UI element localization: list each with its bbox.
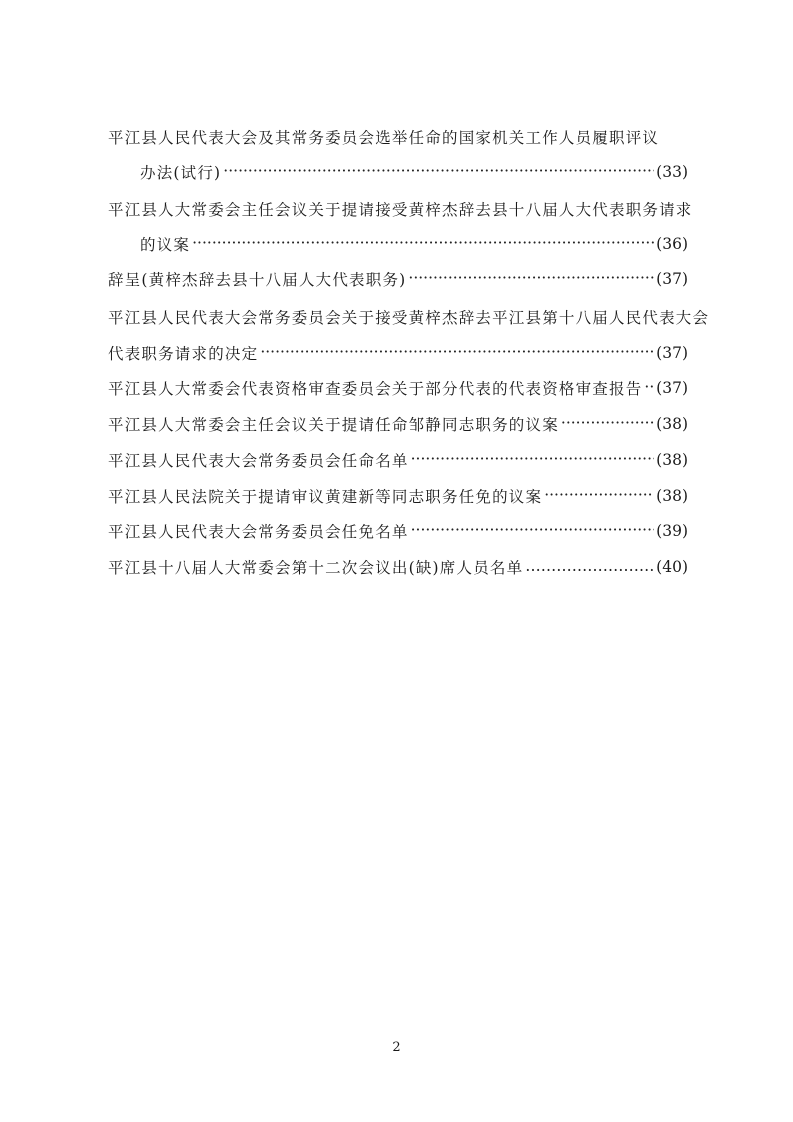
dot-leader [260, 343, 654, 361]
dot-leader [644, 378, 654, 396]
toc-entry-page: (37) [656, 270, 688, 288]
dot-leader [561, 414, 654, 432]
toc-entry-title: 平江县人民代表大会常务委员会任免名单 [108, 523, 409, 541]
toc-entry-title: 代表职务请求的决定 [108, 345, 259, 363]
toc-entry-title: 平江县人大常委会主任会议关于提请任命邹静同志职务的议案 [108, 416, 559, 434]
dot-leader [223, 162, 654, 180]
toc-entry [108, 447, 688, 473]
toc-entry [108, 196, 693, 222]
toc-entry [108, 340, 688, 366]
toc-entry-page: (40) [656, 558, 688, 576]
toc-entry-page: (39) [656, 522, 688, 540]
toc-entry [108, 411, 688, 437]
toc-entry [140, 159, 688, 185]
toc-entry-page: (37) [656, 379, 688, 397]
toc-entry-title: 平江县人民法院关于提请审议黄建新等同志职务任免的议案 [108, 488, 543, 506]
toc-entry-page: (38) [656, 415, 688, 433]
dot-leader [411, 521, 655, 539]
toc-entry-page: (36) [656, 235, 688, 253]
toc-entry-title: 平江县人大常委会代表资格审查委员会关于部分代表的代表资格审查报告 [108, 380, 643, 398]
toc-entry [108, 375, 688, 401]
dot-leader [544, 486, 654, 504]
page-number: 2 [392, 1040, 401, 1055]
toc-entry-title: 辞呈(黄梓杰辞去县十八届人大代表职务) [108, 271, 407, 289]
toc-entry [108, 304, 710, 330]
toc-entry-title: 办法(试行) [140, 164, 222, 182]
toc-entry-page: (37) [656, 344, 688, 362]
dot-leader [411, 450, 655, 468]
toc-entry [108, 124, 688, 150]
toc-entry-title: 的议案 [140, 236, 191, 254]
toc-entry-page: (38) [656, 487, 688, 505]
toc-entry-title: 平江县十八届人大常委会第十二次会议出(缺)席人员名单 [108, 559, 524, 577]
toc-entry-title: 平江县人民代表大会常务委员会任命名单 [108, 452, 409, 470]
toc-entry-page: (38) [656, 451, 688, 469]
toc-entry [108, 554, 688, 580]
toc-entry-title: 平江县人民代表大会及其常务委员会选举任命的国家机关工作人员履职评议 [108, 129, 660, 147]
toc-entry-title: 平江县人民代表大会常务委员会关于接受黄梓杰辞去平江县第十八届人民代表大会 [108, 309, 710, 327]
toc-entry [140, 231, 688, 257]
dot-leader [192, 234, 654, 252]
toc-entry-title: 平江县人大常委会主任会议关于提请接受黄梓杰辞去县十八届人大代表职务请求 [108, 201, 693, 219]
toc-entry [108, 266, 688, 292]
toc-entry-page: (33) [656, 163, 688, 181]
dot-leader [408, 269, 654, 287]
toc-entry [108, 518, 688, 544]
toc-entry [108, 483, 688, 509]
ellipsis-leader [525, 557, 654, 575]
